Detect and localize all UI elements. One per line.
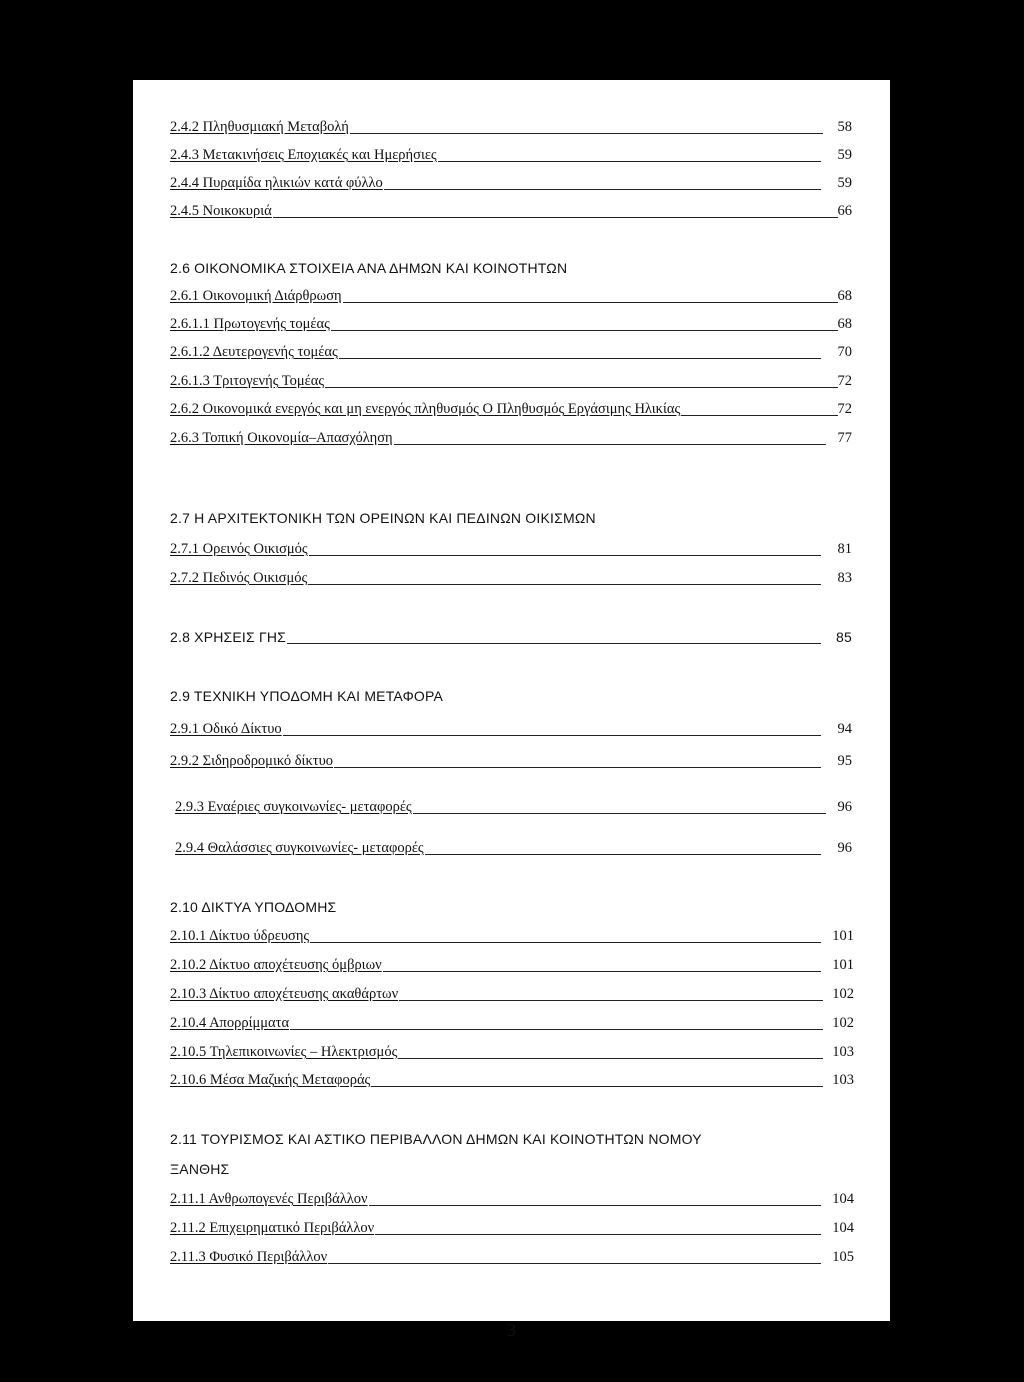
toc-entry-page: 59 [837,147,852,163]
toc-entry [170,429,852,449]
toc-heading [170,1130,852,1150]
toc-entry [170,174,852,194]
toc-entry-page: 102 [832,1015,854,1031]
toc-entry-page: 101 [832,957,854,973]
toc-entry-page: 68 [837,316,852,332]
toc-entry-title: 2.9 ΤΕΧΝΙΚΗ ΥΠΟΔΟΜΗ ΚΑΙ ΜΕΤΑΦΟΡΑ [170,688,444,704]
toc-entry [170,1248,852,1268]
toc-entry [175,839,852,859]
toc-entry-title: 2.9.2 Σιδηροδρομικό δίκτυο [170,753,334,769]
toc-heading [170,1160,852,1180]
toc-entry-page: 102 [832,986,854,1002]
toc-entry [170,1219,852,1239]
toc-entry [170,315,852,335]
toc-entry-title: 2.10.2 Δίκτυο αποχέτευσης όμβριων [170,957,382,973]
toc-entry [170,400,852,420]
toc-entry-page: 77 [837,430,852,446]
toc-entry-page: 104 [832,1220,854,1236]
toc-entry-title: 2.10.5 Τηλεπικοινωνίες – Ηλεκτρισμός [170,1044,398,1060]
toc-leader-line [190,217,838,218]
toc-entry [170,287,852,307]
toc-entry-title: 2.10 ΔΙΚΤΥΑ ΥΠΟΔΟΜΗΣ [170,899,337,915]
toc-entry-page: 83 [837,570,852,586]
toc-entry-title: 2.4.4 Πυραμίδα ηλικιών κατά φύλλο [170,175,383,191]
toc-leader-line [190,735,821,736]
toc-entry [170,1043,852,1063]
toc-entry-page: 94 [837,721,852,737]
toc-entry-title: 2.11.3 Φυσικό Περιβάλλον [170,1249,328,1265]
toc-entry-title: 2.6.1.3 Τριτογενής Τομέας [170,373,325,389]
toc-entry-page: 66 [837,203,852,219]
toc-entry-page: 95 [837,753,852,769]
toc-entry-page: 96 [837,840,852,856]
toc-entry-title: 2.10.3 Δίκτυο αποχέτευσης ακαθάρτων [170,986,399,1002]
toc-entry-title: ΞΑΝΘΗΣ [170,1161,230,1177]
toc-entry-title: 2.11.2 Επιχειρηματικό Περιβάλλον [170,1220,375,1236]
toc-entry-title: 2.6.1.2 Δευτερογενής τομέας [170,344,338,360]
toc-entry-page: 103 [832,1072,854,1088]
toc-entry-title: 2.6.1 Οικονομική Διάρθρωση [170,288,342,304]
toc-entry [170,927,852,947]
toc-heading [170,898,852,918]
toc-entry-title: 2.9.1 Οδικό Δίκτυο [170,721,282,737]
toc-entry [170,720,852,740]
toc-entry-page: 101 [832,928,854,944]
toc-entry-page: 72 [837,401,852,417]
toc-entry [175,798,852,818]
toc-entry-title: 2.10.1 Δίκτυο ύδρευσης [170,928,310,944]
toc-entry-page: 81 [837,541,852,557]
toc-entry-title: 2.6.2 Οικονομικά ενεργός και μη ενεργός πληθυσμός Ο Πληθυσμός Εργάσιμης Ηλικίας [170,401,681,417]
toc-entry-page: 104 [832,1191,854,1207]
toc-heading [170,259,852,279]
toc-entry-page: 105 [832,1249,854,1265]
toc-entry-title: 2.8 ΧΡΗΣΕΙΣ ΓΗΣ [170,629,287,645]
toc-entry-title: 2.7 Η ΑΡΧΙΤΕΚΤΟΝΙΚΗ ΤΩΝ ΟΡΕΙΝΩΝ ΚΑΙ ΠΕΔΙΝΩΝ ΟΙΚΙΣΜΩΝ [170,510,596,526]
toc-entry-title: 2.7.2 Πεδινός Οικισμός [170,570,308,586]
toc-entry [170,985,852,1005]
toc-entry [170,343,852,363]
toc-entry [170,372,852,392]
toc-entry [170,202,852,222]
toc-entry [170,540,852,560]
toc-entry-title: 2.4.2 Πληθυσμιακή Μεταβολή [170,119,349,135]
page-number: 3 [507,1320,516,1340]
toc-heading [170,687,852,707]
toc-entry [170,752,852,772]
toc-entry-title: 2.10.4 Απορρίμματα [170,1015,290,1031]
toc-entry-title: 2.10.6 Μέσα Μαζικής Μεταφοράς [170,1072,371,1088]
toc-entry [170,1190,852,1210]
toc-entry-title: 2.6.3 Τοπική Οικονομία–Απασχόληση [170,430,393,446]
toc-entry-page: 72 [837,373,852,389]
toc-entry [170,1014,852,1034]
toc-heading [170,509,852,529]
toc-entry-page: 70 [837,344,852,360]
toc-entry-title: 2.4.5 Νοικοκυριά [170,203,272,219]
toc-entry-title: 2.11.1 Ανθρωπογενές Περιβάλλον [170,1191,368,1207]
toc-entry-title: 2.11 ΤΟΥΡΙΣΜΟΣ ΚΑΙ ΑΣΤΙΚΟ ΠΕΡΙΒΑΛΛΟΝ ΔΗΜΩΝ ΚΑΙ ΚΟΙΝΟΤΗΤΩΝ ΝΟΜΟΥ [170,1131,702,1147]
document-page [133,80,890,1340]
toc-entry-page: 68 [837,288,852,304]
toc-entry [170,118,852,138]
toc-entry-page: 58 [837,119,852,135]
toc-entry [170,569,852,589]
toc-entry-page: 59 [837,175,852,191]
toc-entry-page: 103 [832,1044,854,1060]
toc-entry [170,146,852,166]
toc-entry-title: 2.9.4 Θαλάσσιες συγκοινωνίες- μεταφορές [175,840,424,856]
toc-entry-title: 2.7.1 Ορεινός Οικισμός [170,541,308,557]
toc-entry-title: 2.4.3 Μετακινήσεις Εποχιακές και Ημερήσιες [170,147,437,163]
toc-entry-page: 85 [836,629,852,645]
toc-entry-title: 2.6.1.1 Πρωτογενής τομέας [170,316,330,332]
toc-entry-title: 2.6 ΟΙΚΟΝΟΜΙΚΑ ΣΤΟΙΧΕΙΑ ΑΝΑ ΔΗΜΩΝ ΚΑΙ ΚΟΙΝΟΤΗΤΩΝ [170,260,568,276]
toc-entry-page: 96 [837,799,852,815]
toc-entry [170,1071,852,1091]
toc-entry [170,956,852,976]
toc-heading [170,628,852,648]
toc-entry-title: 2.9.3 Εναέριες συγκοινωνίες- μεταφορές [175,799,412,815]
